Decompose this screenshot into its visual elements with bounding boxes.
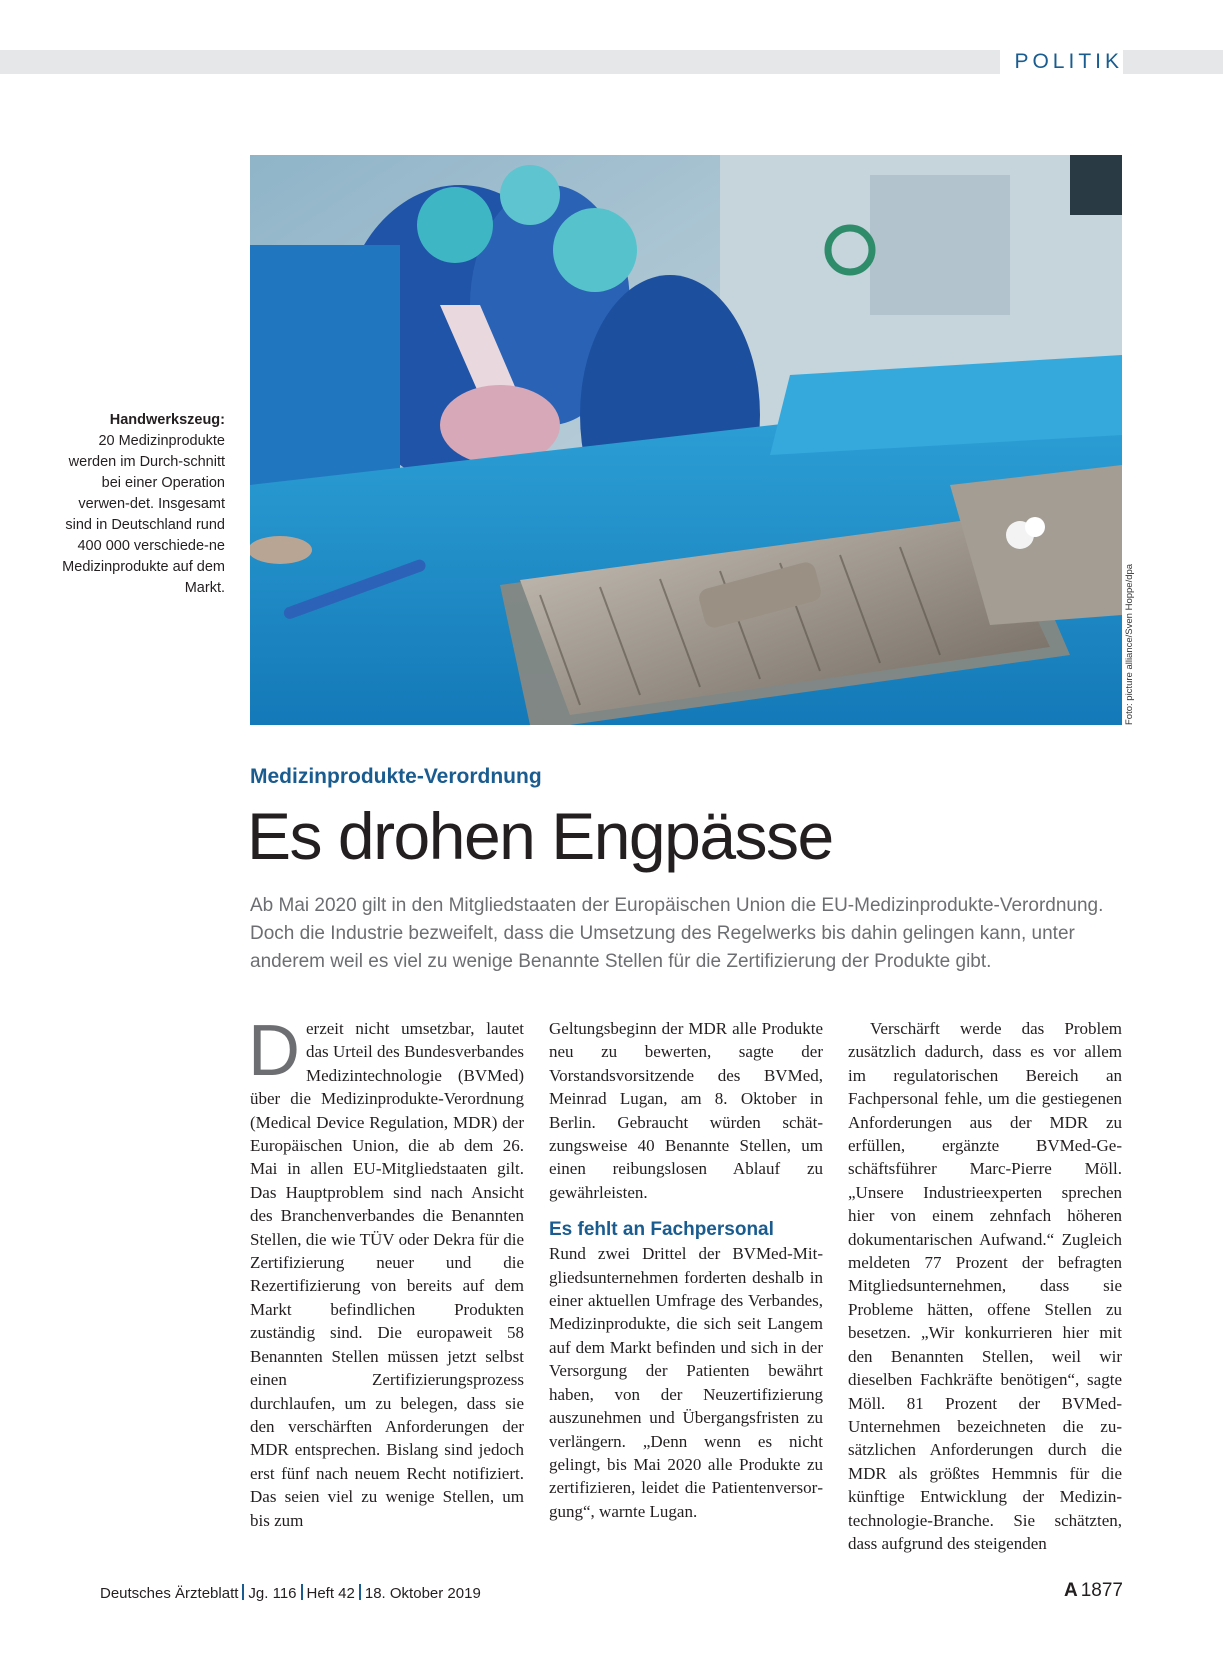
paragraph: Rund zwei Drittel der BVMed-Mitgliedsunternehmen forderten deshalb in einer aktuellen Umfrage des Verbandes, Medizinprodukte, die sich seit Langem auf dem Markt befinden und sich in der Versorgung der Patienten bewährt haben, von der Neuzertifizierung auszunehmen und Übergangsfristen zu verlängern. „Denn wenn es nicht gelingt, bis Mai 2020 alle Produkte zu zertifizieren, leidet die Patientenversorgung“, warnte Lugan.	[549, 1244, 823, 1521]
footer-separator	[242, 1584, 244, 1600]
operating-room-photo-icon	[250, 155, 1122, 725]
article-subhead: Es fehlt an Fachpersonal	[549, 1219, 774, 1241]
page-number-value: 1877	[1080, 1580, 1123, 1601]
paragraph	[248, 1011, 524, 1532]
paragraph-text: erzeit nicht umsetzbar, lautet das Urteil des Bundesverbandes Medizintechnologie (BVMed) über die Medizinprodukte-Verordnung (Medical Device Regulation, MDR) der Europäischen Union, die ab dem 26. Mai in allen EU-Mitgliedstaaten gilt. Das Hauptproblem sind nach Ansicht des Branchenverbandes die Benannten Stellen, die wie TÜV oder Dekra für die Zertifizierung neuer und die Rezertifizierung von bereits auf dem Markt befindlichen Produkten zuständig sind. Die europaweit 58 Benannten Stellen müssen jetzt selbst einen Zertifizierungsprozess durchlaufen, um zu belegen, dass sie den verschärften Anforderungen der MDR entsprechen. Bislang sind jedoch erst fünf nach neuem Recht notifiziert. Das seien viel zu wenige Stellen, um bis zum	[250, 1019, 524, 1530]
footer-separator	[359, 1584, 361, 1600]
article-kicker: Medizinprodukte-Verordnung	[250, 765, 542, 788]
article-headline: Es drohen Engpässe	[247, 799, 833, 873]
footer-separator	[301, 1584, 303, 1600]
caption-text: 20 Medizinprodukte werden im Durch-schnitt bei einer Operation verwen-det. Insgesamt sind in Deutschland rund 400 000 verschiede-ne Medizinprodukte auf dem Markt.	[62, 433, 225, 596]
publication-name: Deutsches Ärzteblatt	[100, 1585, 239, 1602]
article-column-2	[549, 1017, 823, 1523]
photo-caption	[60, 410, 225, 599]
article-column-1	[248, 1011, 524, 1532]
page-footer	[100, 1584, 481, 1602]
page-prefix: A	[1063, 1580, 1078, 1601]
page-number	[1064, 1580, 1123, 1602]
article-lead: Ab Mai 2020 gilt in den Mitgliedstaaten der Europäischen Union die EU-Medizinprodukte-Verordnung. Doch die Industrie bezweifelt, dass die Umsetzung des Regelwerks bis dahin gelingen kann, unter anderem weil es viel zu wenige Benannte Stellen für die Zertifizierung der Produkte gibt.	[250, 895, 1104, 972]
paragraph: Geltungsbeginn der MDR alle Produkte neu zu bewerten, sagte der Vorstandsvorsitzende des BVMed, Meinrad Lugan, am 8. Oktober in Berlin. Gebraucht würden schätzungsweise 40 Benannte Stellen, um einen reibungslosen Ablauf zu gewährleisten.	[549, 1019, 823, 1202]
drop-cap: D	[248, 1011, 300, 1091]
photo-credit: Foto: picture alliance/Sven Hoppe/dpa	[1124, 563, 1135, 725]
caption-title: Handwerkszeug:	[109, 412, 225, 428]
issue: Heft 42	[306, 1585, 355, 1602]
paragraph: Verschärft werde das Problem zusätzlich dadurch, dass es vor allem im regulatorischen Bereich an Fachpersonal fehle, um die gestiegenen Anforderungen aus der MDR zu erfüllen, ergänzte BVMed-Geschäftsführer Marc-Pierre Möll. „Unsere Industrieexperten sprechen hier von einem zehnfach höheren dokumentarischen Aufwand.“ Zugleich meldeten 77 Prozent der befragten Mitgliedsunternehmen, dass sie Probleme hätten, offene Stellen zu besetzen. „Wir konkurrieren hier mit den Benannten Stellen, weil wir dieselben Fachkräfte benötigen“, sagte Möll. 81 Prozent der BVMed-Unternehmen bezeichneten die zusätzlichen Anforderungen durch die MDR als größtes Hemmnis für die künftige Entwicklung der Medizintechnologie-Branche. Sie schätzten, dass aufgrund des steigenden	[848, 1019, 1122, 1553]
article-column-3	[848, 1017, 1122, 1555]
volume: Jg. 116	[248, 1585, 297, 1602]
issue-date: 18. Oktober 2019	[364, 1585, 481, 1602]
section-label: POLITIK	[1000, 48, 1123, 76]
